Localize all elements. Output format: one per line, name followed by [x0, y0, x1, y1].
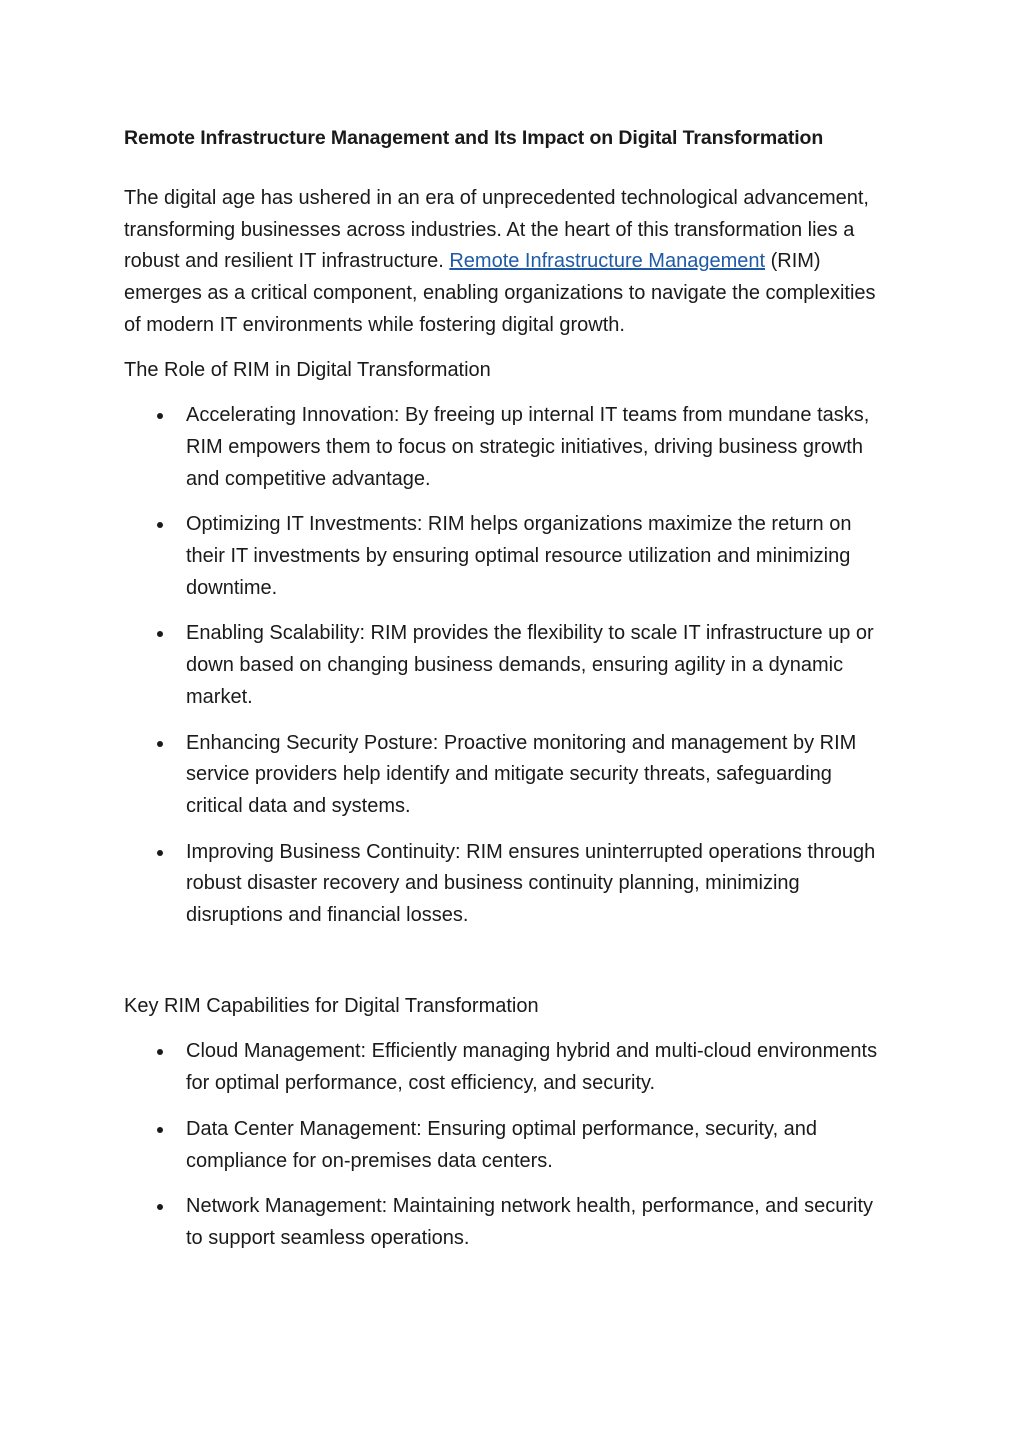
- bullet-icon: [157, 850, 163, 856]
- section-spacer: [124, 946, 894, 991]
- list-item: [124, 618, 894, 713]
- intro-text-after-link: (RIM) emerges as a critical component, enabling organizations to navigate the complexities of modern IT environments while fostering digital growth.: [124, 250, 876, 336]
- list-item-text: Cloud Management: Efficiently managing hybrid and multi-cloud environments for optimal performance, cost efficiency, and security.: [186, 1040, 878, 1095]
- section-heading-capabilities: Key RIM Capabilities for Digital Transformation: [124, 994, 539, 1017]
- list-item: [124, 728, 894, 823]
- list-item-text: Enhancing Security Posture: Proactive monitoring and management by RIM service providers help identify and mitigate security threats, safeguarding critical data and systems.: [186, 731, 857, 817]
- document-page: [124, 122, 894, 1269]
- bullet-icon: [157, 741, 163, 747]
- list-item-text: Data Center Management: Ensuring optimal performance, security, and compliance for on-premises data centers.: [186, 1117, 818, 1172]
- list-item-text: Improving Business Continuity: RIM ensures uninterrupted operations through robust disaster recovery and business continuity planning, minimizing disruptions and financial losses.: [186, 840, 876, 927]
- intro-text-before-link: The digital age has ushered in an era of unprecedented technological advancement, transforming businesses across industries. At the heart of this transformation lies a robust and resilient IT infrastructure.: [124, 187, 869, 273]
- bullet-icon: [157, 631, 163, 637]
- list-item: [124, 1191, 894, 1254]
- document-title: Remote Infrastructure Management and Its Impact on Digital Transformation: [124, 127, 824, 149]
- intro-paragraph: [124, 183, 894, 342]
- bullet-icon: [157, 1127, 163, 1133]
- bullet-icon: [157, 1049, 163, 1055]
- role-bullet-list: [124, 400, 894, 932]
- list-item-text: Accelerating Innovation: By freeing up internal IT teams from mundane tasks, RIM empowers them to focus on strategic initiatives, driving business growth and competitive advantage.: [186, 404, 870, 490]
- list-item: [124, 400, 894, 495]
- list-item: [124, 837, 894, 932]
- list-item: [124, 1036, 894, 1099]
- capabilities-bullet-list: [124, 1036, 894, 1254]
- rim-link[interactable]: Remote Infrastructure Management: [449, 250, 766, 273]
- list-item-text: Network Management: Maintaining network health, performance, and security to support seamless operations.: [186, 1195, 874, 1249]
- bullet-icon: [157, 1204, 163, 1210]
- list-item-text: Optimizing IT Investments: RIM helps organizations maximize the return on their IT investments by ensuring optimal resource utilization and minimizing downtime.: [186, 513, 852, 599]
- list-item: [124, 1114, 894, 1177]
- section-heading-role: The Role of RIM in Digital Transformation: [124, 358, 491, 381]
- list-item: [124, 509, 894, 604]
- bullet-icon: [157, 522, 163, 528]
- bullet-icon: [157, 413, 163, 419]
- list-item-text: Enabling Scalability: RIM provides the flexibility to scale IT infrastructure up or down based on changing business demands, ensuring agility in a dynamic market.: [186, 622, 874, 708]
